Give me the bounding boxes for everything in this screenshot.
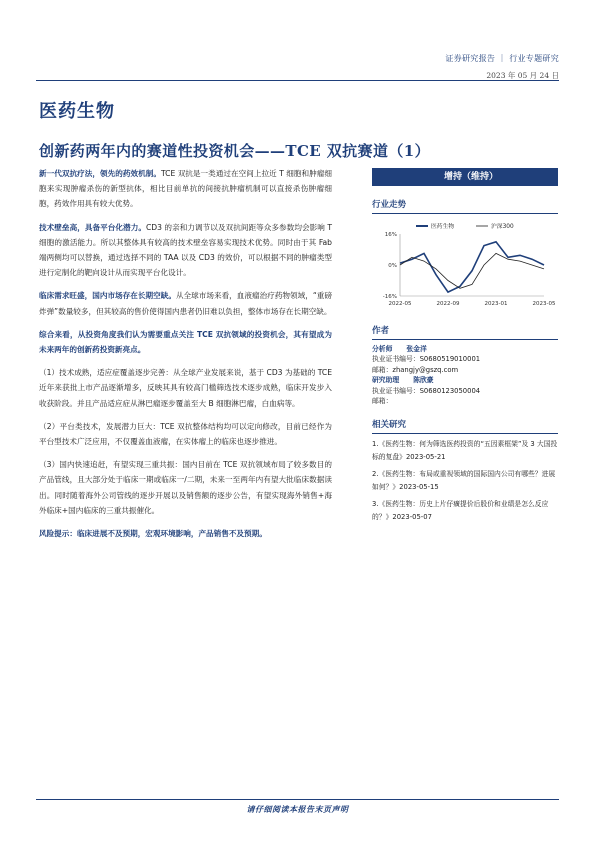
authors-heading: 作者 [372, 324, 558, 340]
analyst-cert: 执业证书编号：S0680519010001 [372, 355, 481, 364]
x-tick-label: 2022-05 [388, 301, 412, 307]
assistant-role: 研究助理 [372, 376, 400, 385]
trend-chart [372, 220, 558, 312]
assistant-email: 邮箱： [372, 397, 393, 406]
related-list [372, 438, 558, 524]
report-type: 证券研究报告 ｜ 行业专题研究 [445, 54, 559, 63]
header-divider [36, 80, 559, 81]
p3-text: 从全球市场来看，血液瘤治疗药物领域，“重磅炸弹”数量较多，但其较高的售价使得国内患者仍旧难以负担，整体市场存在长期空缺。 [39, 291, 333, 316]
paragraph-4: 综合来看，从投资角度我们认为需要重点关注 TCE 双抗领域的投资机会，其有望成为未来两年的创新药投资新亮点。 [39, 329, 332, 355]
sidebar [372, 168, 558, 528]
analyst-name: 张金洋 [406, 345, 427, 353]
main-body [39, 166, 332, 549]
p3-lead: 临床需求旺盛，国内市场存在长期空缺。 [39, 291, 176, 301]
related-item[interactable]: 1.《医药生物：何为筛选医药投资的“五因素框架”及 3 大国投标的复盘》2023-05-21 [372, 440, 558, 462]
risk-warning: 风险提示：临床进展不及预期，宏观环境影响，产品销售不及预期。 [39, 529, 267, 539]
y-tick-label: 16% [384, 232, 397, 238]
related-heading: 相关研究 [372, 418, 558, 434]
legend-label: 医药生物 [431, 224, 455, 230]
assistant-cert: 执业证书编号：S0680123050004 [372, 386, 481, 395]
paragraph-5: （1）技术成熟，适应症覆盖逐步完善：从全球产业发展来说，基于 CD3 为基础的 TCE 近年来获批上市产品逐渐增多，反映其具有较高门槛筛选技术逐步成熟，临床开发步入收获阶段。并且产品适应症从淋巴瘤逐步覆盖至大 B 细胞淋巴瘤，白血病等。 [39, 368, 332, 408]
paragraph-6: （2）平台类技术，发展潜力巨大：TCE 双抗整体结构均可以定向修改，目前已经作为平台型技术广泛应用，不仅覆盖血液瘤，在实体瘤上的临床也逐步推进。 [39, 421, 332, 447]
p1-lead: 新一代双抗疗法，领先的药效机制。 [39, 169, 161, 178]
x-tick-label: 2022-09 [436, 301, 460, 307]
analyst-role: 分析师 [372, 345, 393, 353]
report-title: 创新药两年内的赛道性投资机会——TCE 双抗赛道（1） [39, 142, 430, 160]
p1-text: TCE 双抗是一类通过在空间上拉近 T 细胞和肿瘤细胞来实现肿瘤杀伤的新型抗体，相比目前单抗的间接抗肿瘤机制可以直接杀伤肿瘤细胞，药效作用具有较大优势。 [39, 169, 332, 209]
footer-disclaimer[interactable]: 请仔细阅读本报告末页声明 [246, 804, 349, 814]
related-item[interactable]: 2.《医药生物：布局或重视领域的国际国内公司有哪些？进展如何？》2023-05-15 [372, 470, 556, 492]
report-header [445, 53, 559, 81]
p2-text: CD3 的亲和力调节以及双抗间距等众多参数均会影响 T 细胞的激活能力。所以其整体具有较高的技术壁垒容易实现技术优势。同时由于其 Fab 端两侧均可以替换，通过选择不同的 TAA 以及 CD3 的效价，可以根据不同的肿瘤类型进行定制化的靶向设计从而实现平台化设计。 [39, 222, 332, 278]
report-date: 2023 年 05 月 24 日 [486, 71, 559, 80]
trend-chart-svg [372, 220, 558, 312]
paragraph-7: （3）国内快速追赶，有望实现三重共振：国内目前在 TCE 双抗领域布局了较多数目的产品管线，且大部分处于临床一期或临床一/二期，未来一至两年内有望大批临床数据读出。同时随着海外公司管线的逐步开展以及销售额的逐步公告，有望实现海外销售+海外临床+国内临床的三重共振催化。 [39, 460, 332, 515]
y-tick-label: -16% [382, 294, 397, 300]
footer-divider [36, 799, 559, 800]
p2-lead: 技术壁垒高，具备平台化潜力。 [39, 222, 146, 232]
authors-block [372, 344, 558, 406]
legend-label: 沪深300 [491, 224, 514, 230]
x-tick-label: 2023-01 [484, 301, 508, 307]
x-tick-label: 2023-05 [532, 301, 556, 307]
sector-name: 医药生物 [39, 101, 115, 122]
assistant-name: 陈欣豪 [413, 376, 434, 385]
paragraph-1 [39, 166, 332, 212]
trend-heading: 行业走势 [372, 198, 558, 214]
paragraph-2 [39, 220, 332, 281]
related-item[interactable]: 3.《医药生物：历史上片仔癀提价后股价和业绩是怎么反应的？》2023-05-07 [372, 500, 549, 522]
paragraph-3 [39, 288, 332, 318]
y-tick-label: 0% [388, 263, 397, 269]
rating-badge: 增持（维持） [372, 168, 558, 186]
analyst-email[interactable]: 邮箱：zhangjy@gszq.com [372, 365, 459, 374]
